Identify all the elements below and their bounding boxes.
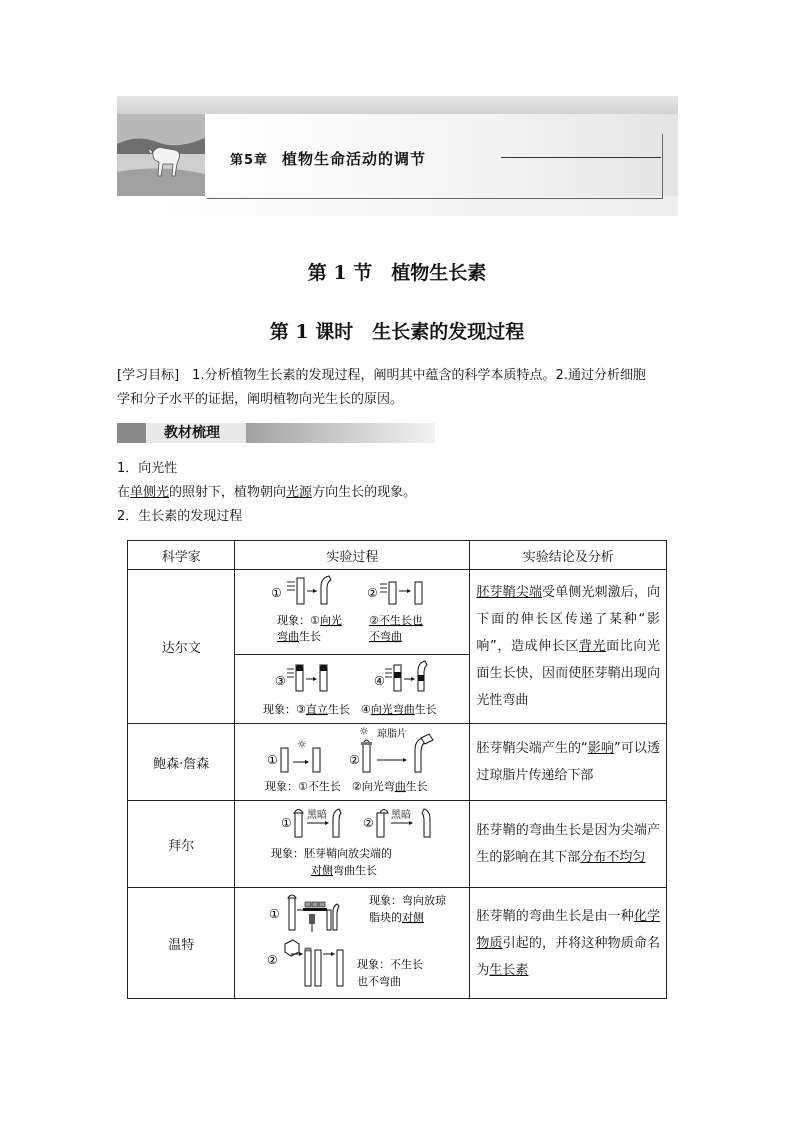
lesson-title: 第 1 课时 生长素的发现过程	[269, 321, 525, 343]
svg-text:也不弯曲: 也不弯曲	[357, 975, 402, 988]
darwin-conclusion	[470, 570, 667, 724]
paal-experiment	[235, 801, 470, 888]
banner-top-bar	[117, 96, 678, 114]
light-arrows-icon	[380, 584, 387, 592]
svg-text:①: ①	[267, 753, 279, 767]
banner-bottom-bar	[117, 196, 678, 216]
sun-icon: ☼	[297, 738, 308, 751]
item2-heading: 2．生长素的发现过程	[117, 509, 243, 524]
paal-diagram	[235, 801, 469, 887]
discovery-table	[127, 540, 667, 999]
svg-text:黑暗: 黑暗	[307, 810, 328, 821]
scientist-boysen-jensen: 鲍森·詹森	[128, 724, 235, 801]
table-row-went	[128, 888, 667, 999]
boysen-t1: 胚芽鞘尖端产生的“	[476, 741, 588, 756]
header-process: 实验过程	[235, 541, 470, 570]
scientist-paal: 拜尔	[128, 801, 235, 888]
svg-text:②: ②	[349, 753, 361, 767]
objectives-line1: 1.分析植物生长素的发现过程，阐明其中蕴含的科学本质特点。2.通过分析细胞	[179, 368, 646, 383]
svg-text:不弯曲: 不弯曲	[369, 630, 403, 643]
item1-text	[117, 481, 677, 505]
scientist-darwin: 达尔文	[128, 570, 235, 724]
item1-u2: 光源	[286, 485, 313, 500]
boysen-experiment	[235, 724, 470, 801]
darwin-u1: 胚芽鞘尖端	[476, 585, 543, 600]
agar-blocks-icon	[305, 902, 325, 907]
table-row-darwin	[128, 570, 667, 655]
boysen-diagram	[235, 724, 469, 800]
section-bar	[117, 423, 435, 443]
table-row-paal	[128, 801, 667, 888]
svg-text:①: ①	[281, 816, 293, 830]
opaque-sleeve-icon	[394, 672, 401, 678]
item1-pre: 在	[117, 485, 131, 500]
went-u1: 化学物质	[476, 908, 660, 951]
marker-1: ①	[271, 586, 283, 600]
item1-u1: 单侧光	[130, 485, 170, 500]
svg-text:①: ①	[269, 907, 281, 921]
light-arrows-icon	[287, 582, 295, 590]
paal-u1: 分布不均匀	[580, 850, 646, 865]
darwin-experiment-a	[235, 570, 470, 655]
svg-text:脂块的对侧: 脂块的对侧	[369, 911, 425, 924]
paal-caption-1: 现象：胚芽鞘向放尖端的	[271, 847, 393, 860]
went-conclusion	[470, 888, 667, 999]
darwin-diagram-b	[235, 655, 469, 723]
horse-photo	[117, 114, 205, 196]
banner-rule	[501, 157, 661, 158]
svg-text:②: ②	[363, 816, 375, 830]
boysen-u1: 影响	[587, 741, 614, 756]
went-diagram	[235, 888, 469, 998]
boysen-conclusion	[470, 724, 667, 801]
chapter-banner	[117, 96, 678, 220]
svg-text:②: ②	[267, 953, 279, 967]
darwin-diagram-a	[235, 570, 469, 654]
boysen-caption: 现象：①不生长 ②向光弯曲生长	[265, 780, 429, 793]
chapter-name: 植物生命活动的调节	[282, 150, 427, 168]
item1-heading: 1．向光性	[117, 461, 178, 476]
svg-text:黑暗: 黑暗	[391, 810, 412, 821]
svg-text:④: ④	[374, 674, 386, 688]
item-phototropism	[117, 457, 677, 529]
objectives-line2: 学和分子水平的证据，阐明植物向光生长的原因。	[117, 392, 404, 407]
darwin-t1: 受单侧光刺激后，向下面的伸长区传递了某种“影响”，造成伸长区	[476, 585, 660, 654]
section-bar-lead	[117, 423, 146, 443]
table-row-boysen-jensen	[128, 724, 667, 801]
svg-text:现象：弯向放琼: 现象：弯向放琼	[369, 894, 447, 907]
boysen-t2: ”可以透过琼脂片传递给下部	[476, 741, 660, 783]
section-bar-label: 教材梳理	[146, 423, 246, 443]
marker-2: ②	[367, 586, 379, 600]
cut-coleoptile-2	[389, 582, 396, 604]
went-t2: 引起的，并将这种物质命名为	[476, 935, 660, 978]
bent-coleoptile-1	[321, 576, 331, 604]
chapter-number: 第5章	[230, 153, 269, 168]
scientist-went: 温特	[128, 888, 235, 999]
darwin-u2: 背光	[578, 639, 607, 654]
chapter-title	[230, 148, 426, 169]
agar-sheet-icon	[361, 742, 372, 745]
svg-text:弯曲生长: 弯曲生长	[277, 630, 322, 643]
went-u2: 生长素	[489, 962, 529, 978]
svg-text:现象：不生长: 现象：不生长	[357, 958, 424, 971]
agar-label: 琼脂片	[377, 729, 408, 740]
paal-caption-2: 对侧弯曲生长	[311, 864, 378, 877]
went-experiment	[235, 888, 470, 999]
svg-text:③: ③	[275, 674, 287, 688]
section-title: 第 1 节 植物生长素	[307, 262, 487, 284]
darwin-caption-2: ②不生长也	[369, 614, 424, 627]
item1-mid: 的照射下，植物朝向	[169, 485, 287, 500]
paal-conclusion	[470, 801, 667, 888]
went-t1: 胚芽鞘的弯曲生长是由一种	[476, 908, 634, 924]
darwin-t2: 面比向光面生长快，因而使胚芽鞘出现向光性弯曲	[476, 639, 660, 708]
learning-objectives	[117, 364, 677, 412]
header-conclusion: 实验结论及分析	[470, 541, 667, 570]
paal-t1: 胚芽鞘的弯曲生长是因为尖端产生的影响在其下部	[476, 823, 660, 865]
darwin-experiment-b	[235, 655, 470, 724]
header-scientist: 科学家	[128, 541, 235, 570]
item1-post: 方向生长的现象。	[312, 485, 417, 500]
darwin-caption-b: 现象：③直立生长 ④向光弯曲生长	[263, 703, 438, 716]
objectives-label: [学习目标]	[117, 368, 180, 383]
darwin-caption-1: 现象：①向光	[277, 614, 343, 627]
coleoptile-1	[297, 578, 304, 604]
table-header-row	[128, 541, 667, 570]
sun-icon: ☼	[359, 725, 370, 738]
